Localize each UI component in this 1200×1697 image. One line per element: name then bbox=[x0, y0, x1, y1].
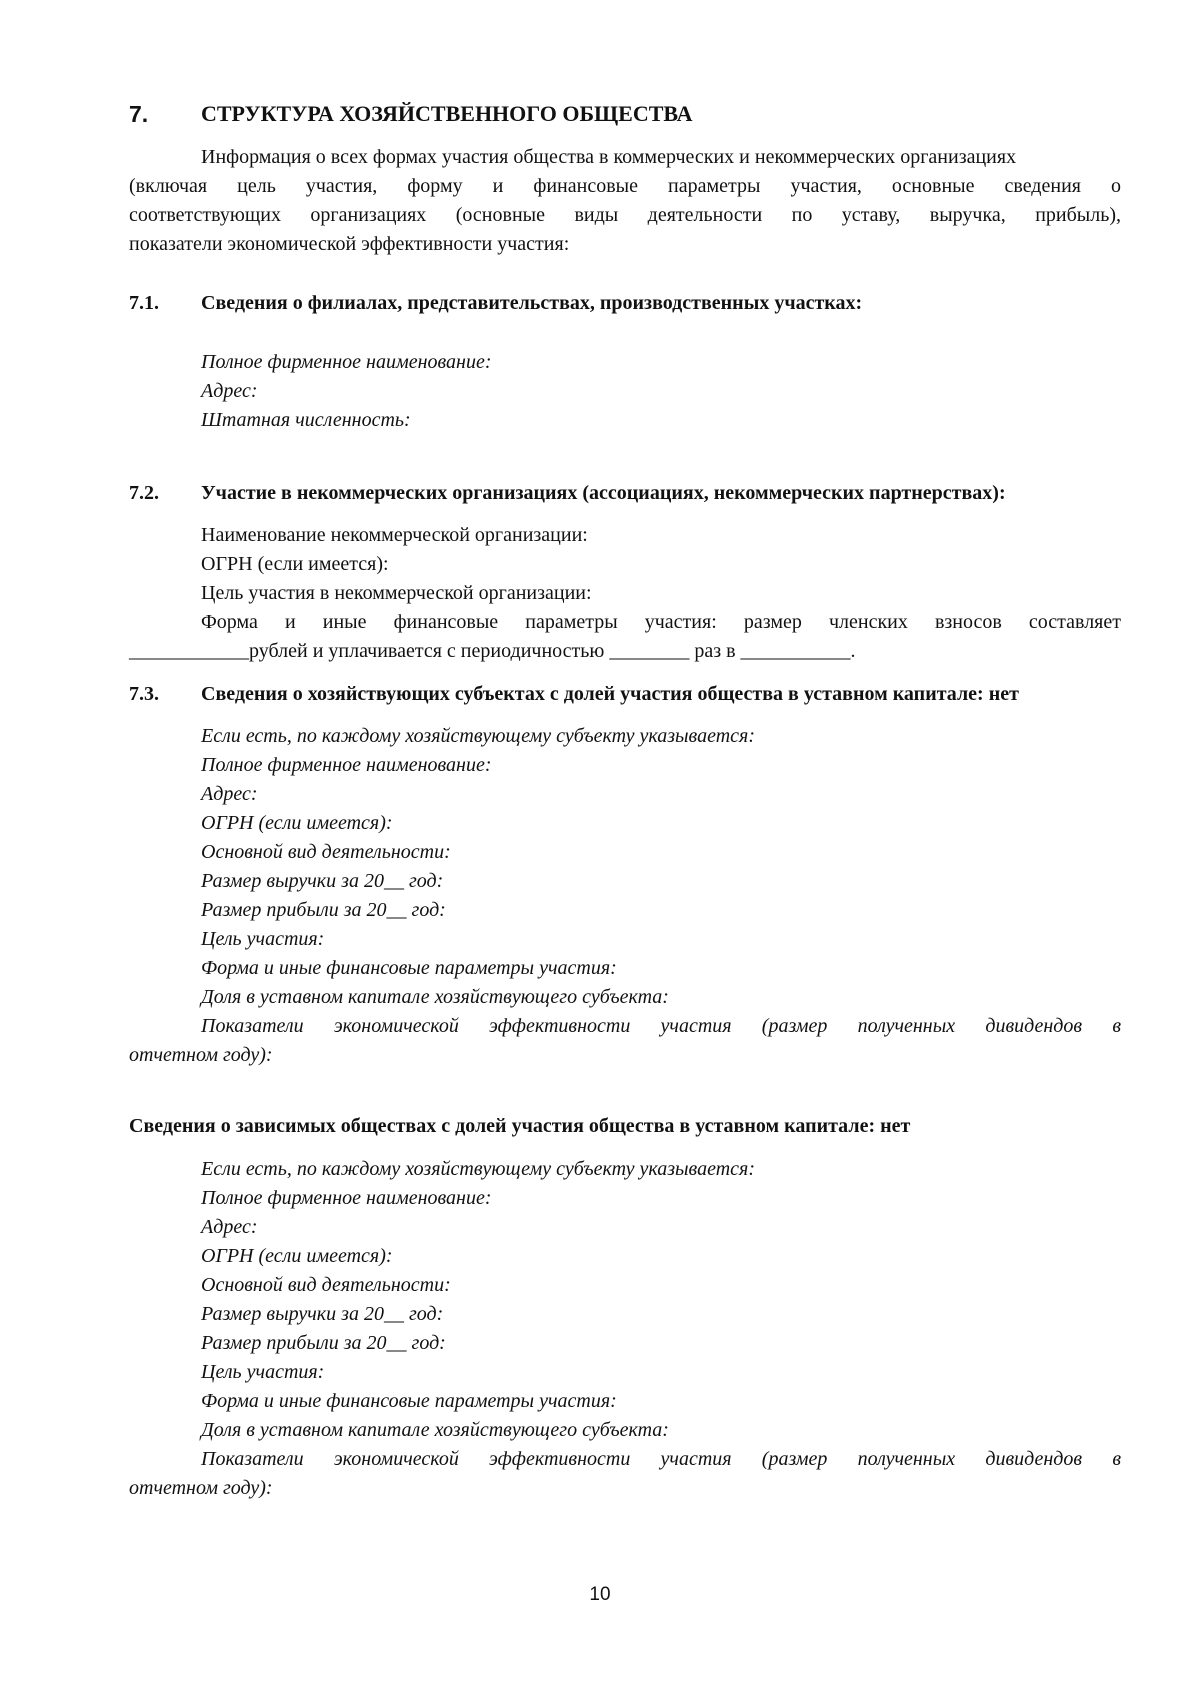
field-label: Полное фирменное наименование: bbox=[201, 754, 492, 776]
subsection-number: 7.3. bbox=[129, 683, 159, 705]
field-label: Форма и иные финансовые параметры участия: bbox=[201, 957, 617, 979]
field-label: Доля в уставном капитале хозяйствующего субъекта: bbox=[201, 986, 669, 1008]
field-label: Полное фирменное наименование: bbox=[201, 351, 492, 373]
section-title: СТРУКТУРА ХОЗЯЙСТВЕННОГО ОБЩЕСТВА bbox=[201, 101, 693, 126]
field-label: Цель участия: bbox=[201, 1361, 325, 1383]
dependent-title: Сведения о зависимых обществах с долей участия общества в уставном капитале: нет bbox=[129, 1115, 911, 1137]
form-params-line: Форма и иные финансовые параметры участия: размер членских взносов составляет bbox=[201, 611, 1121, 633]
page-number: 10 bbox=[589, 1584, 611, 1605]
efficiency-line: отчетном году): bbox=[129, 1044, 273, 1066]
field-label: Штатная численность: bbox=[201, 409, 411, 431]
field-label: Адрес: bbox=[201, 783, 258, 805]
field-label: Размер прибыли за 20__ год: bbox=[201, 899, 446, 921]
subsection-title: Сведения о хозяйствующих субъектах с долей участия общества в уставном капитале: нет bbox=[201, 683, 1019, 705]
field-label: Основной вид деятельности: bbox=[201, 1274, 451, 1296]
subsection-number: 7.1. bbox=[129, 292, 159, 314]
intro-line: (включая цель участия, форму и финансовые параметры участия, основные сведения о bbox=[129, 175, 1121, 197]
field-label: Полное фирменное наименование: bbox=[201, 1187, 492, 1209]
field-label: Доля в уставном капитале хозяйствующего субъекта: bbox=[201, 1419, 669, 1441]
field-label: Цель участия: bbox=[201, 928, 325, 950]
intro-line: показатели экономической эффективности участия: bbox=[129, 233, 570, 255]
field-label: Размер выручки за 20__ год: bbox=[201, 1303, 444, 1325]
subsection-title: Сведения о филиалах, представительствах, производственных участках: bbox=[201, 292, 863, 314]
field-label: ОГРН (если имеется): bbox=[201, 1245, 393, 1267]
efficiency-line: Показатели экономической эффективности участия (размер полученных дивидендов в bbox=[201, 1015, 1121, 1037]
field-label: Основной вид деятельности: bbox=[201, 841, 451, 863]
field-label: Размер выручки за 20__ год: bbox=[201, 870, 444, 892]
subsection-number: 7.2. bbox=[129, 482, 159, 504]
field-label: Наименование некоммерческой организации: bbox=[201, 524, 588, 546]
field-label: Форма и иные финансовые параметры участия: bbox=[201, 1390, 617, 1412]
intro-line: Информация о всех формах участия общества в коммерческих и некоммерческих организациях bbox=[201, 146, 1017, 168]
section-number: 7. bbox=[129, 101, 149, 127]
field-label: Если есть, по каждому хозяйствующему субъекту указывается: bbox=[201, 1158, 755, 1180]
field-label: Цель участия в некоммерческой организации: bbox=[201, 582, 592, 604]
field-label: Размер прибыли за 20__ год: bbox=[201, 1332, 446, 1354]
efficiency-line: отчетном году): bbox=[129, 1477, 273, 1499]
efficiency-line: Показатели экономической эффективности участия (размер полученных дивидендов в bbox=[201, 1448, 1121, 1470]
field-label: ОГРН (если имеется): bbox=[201, 812, 393, 834]
intro-line: соответствующих организациях (основные виды деятельности по уставу, выручка, прибыль), bbox=[129, 204, 1121, 226]
field-label: Если есть, по каждому хозяйствующему субъекту указывается: bbox=[201, 725, 755, 747]
field-label: Адрес: bbox=[201, 1216, 258, 1238]
field-label: ОГРН (если имеется): bbox=[201, 553, 389, 575]
form-params-blanks: ____________рублей и уплачивается с периодичностью ________ раз в ___________. bbox=[129, 640, 856, 662]
field-label: Адрес: bbox=[201, 380, 258, 402]
subsection-title: Участие в некоммерческих организациях (ассоциациях, некоммерческих партнерствах): bbox=[201, 482, 1006, 504]
